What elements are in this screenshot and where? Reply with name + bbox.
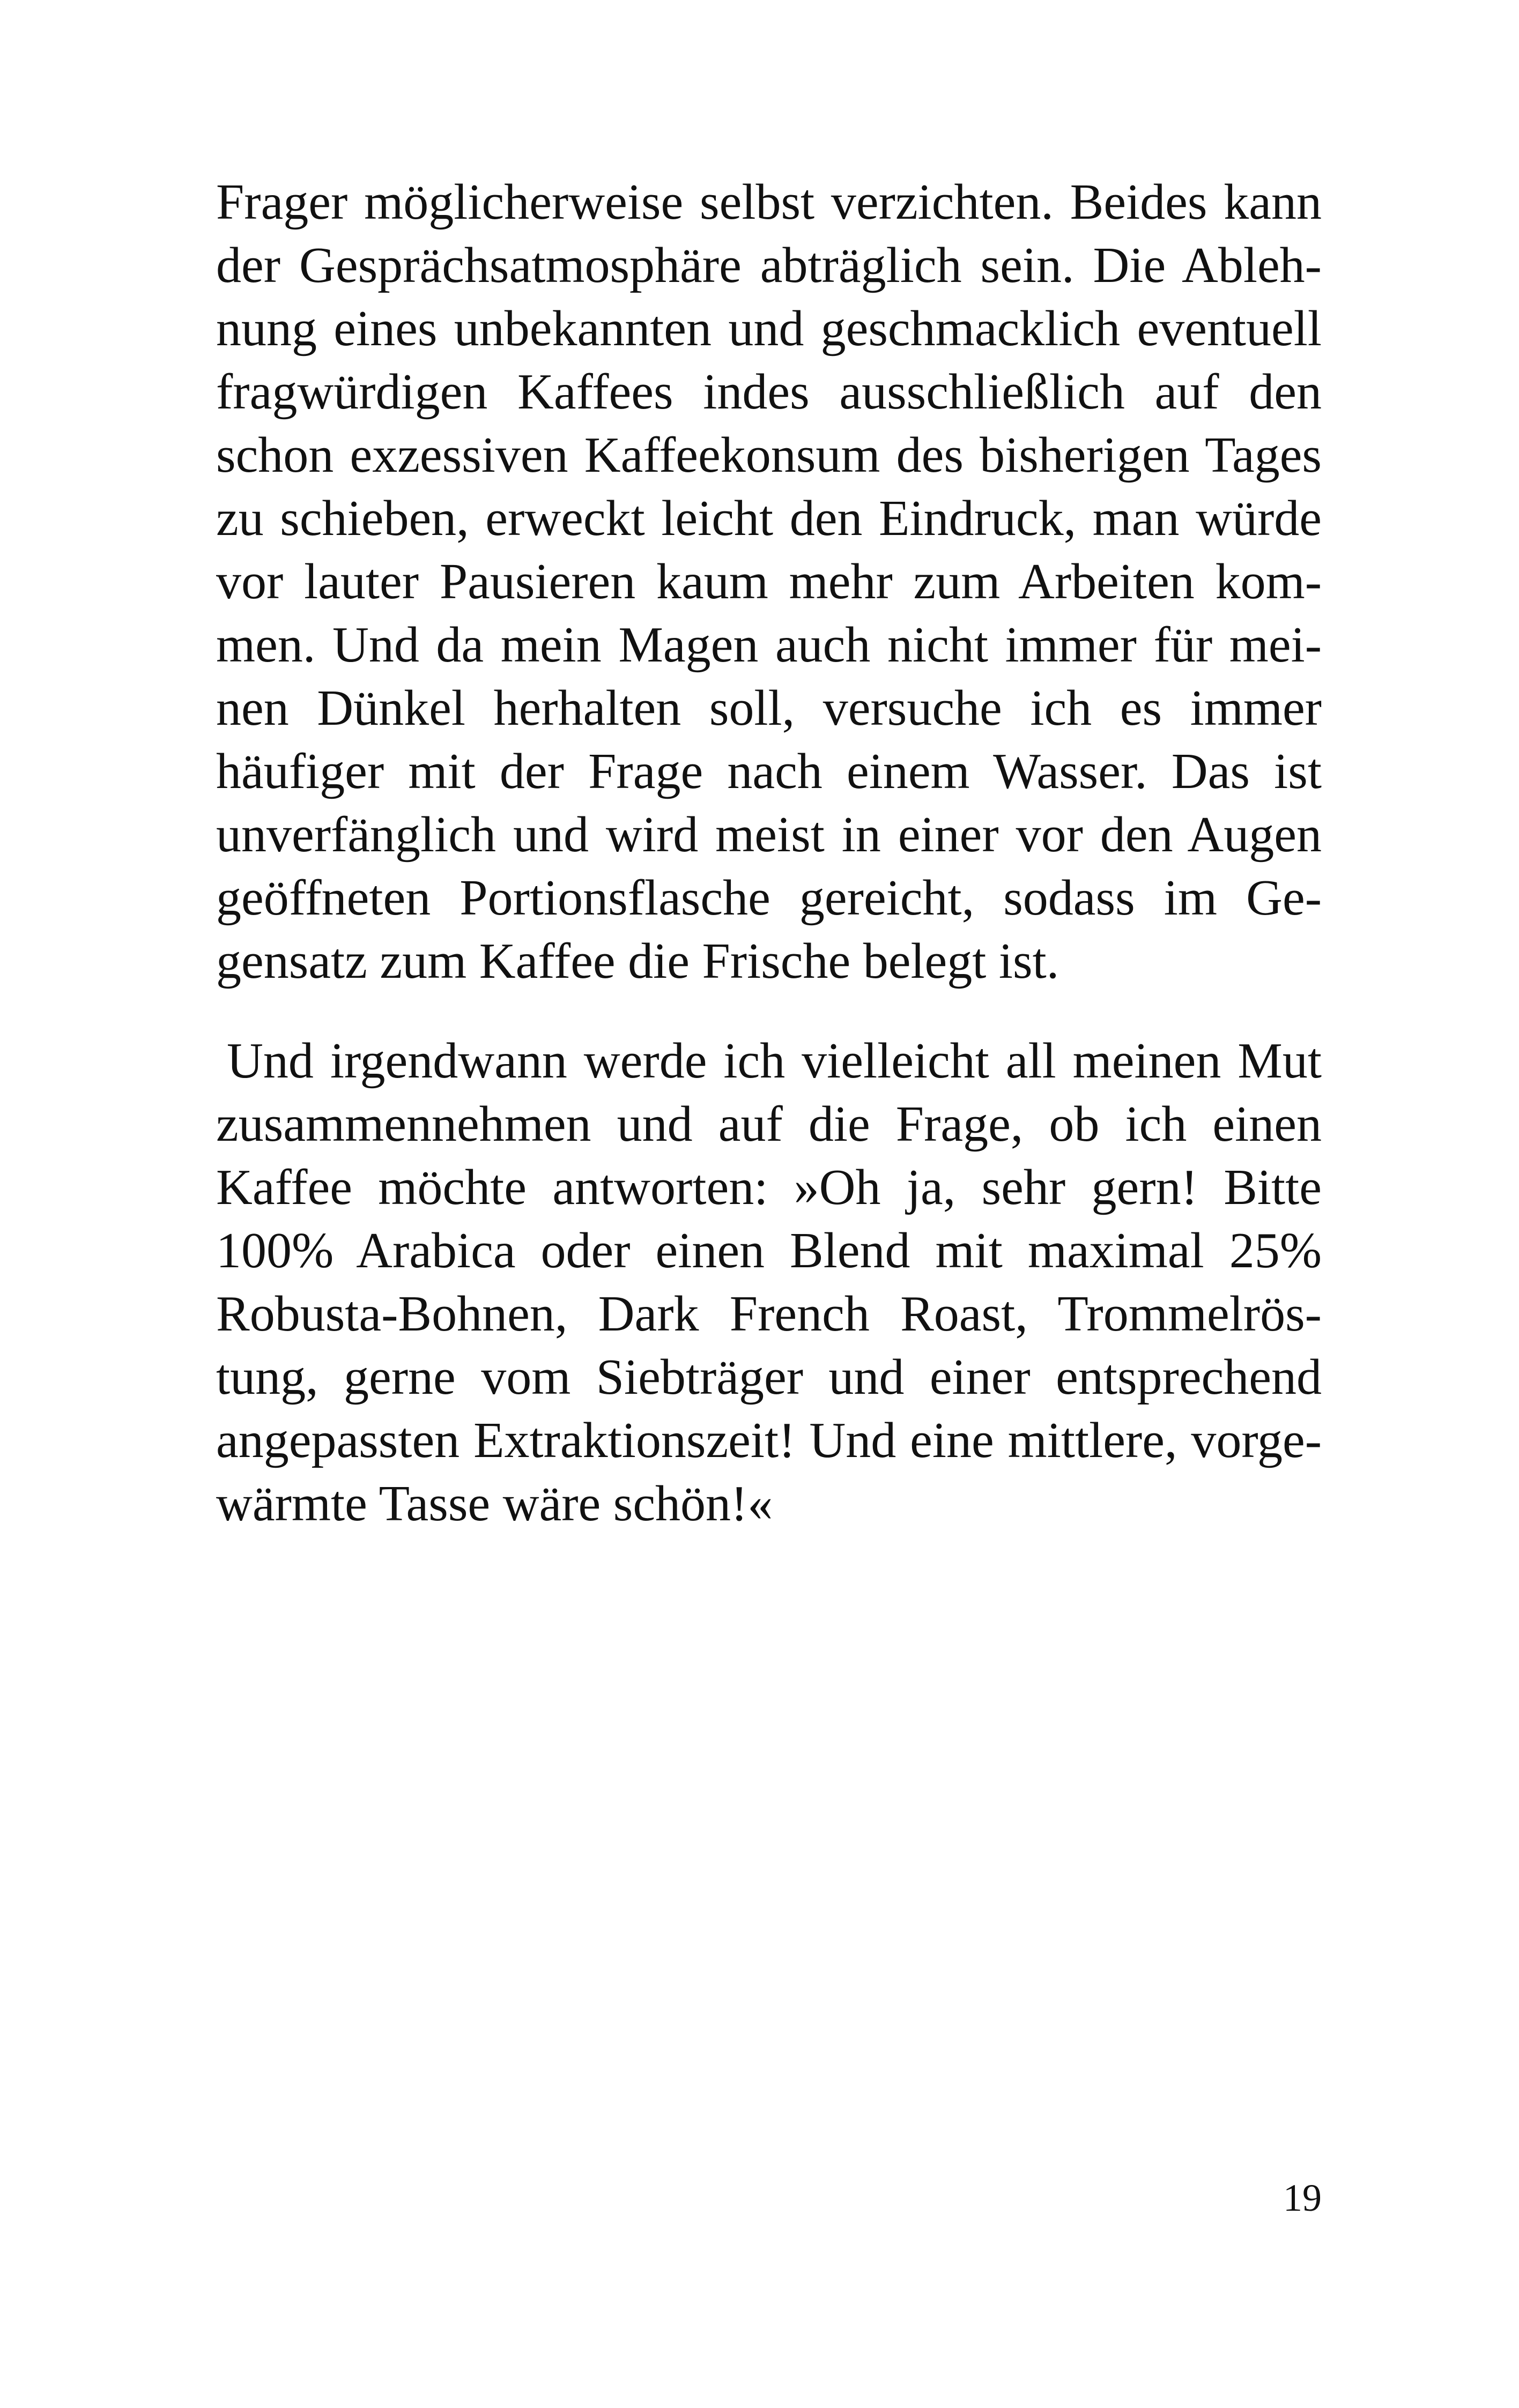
text-line: tung, gerne vom Siebträger und einer entsprechend <box>216 1349 1322 1405</box>
text-line: der Gesprächsatmosphäre abträglich sein. Die Ableh- <box>216 237 1322 293</box>
text-line: zu schieben, erweckt leicht den Eindruck, man würde <box>216 490 1322 546</box>
text-line: nen Dünkel herhalten soll, versuche ich es immer <box>216 680 1322 736</box>
text-line: Und irgendwann werde ich vielleicht all meinen Mut <box>227 1033 1322 1089</box>
text-line: angepassten Extraktionszeit! Und eine mittlere, vorge- <box>216 1413 1322 1468</box>
paragraph-1 <box>216 170 1322 993</box>
text-line: nung eines unbekannten und geschmacklich eventuell <box>216 301 1322 356</box>
text-line: vor lauter Pausieren kaum mehr zum Arbeiten kom- <box>216 554 1322 610</box>
text-line: wärmte Tasse wäre schön!« <box>216 1476 773 1532</box>
text-line: Kaffee möchte antworten: »Oh ja, sehr gern! Bitte <box>216 1160 1322 1215</box>
body-text <box>216 170 1322 1535</box>
page-number: 19 <box>1283 2176 1322 2219</box>
text-line: geöffneten Portionsflasche gereicht, sodass im Ge- <box>216 870 1322 926</box>
text-line: 100% Arabica oder einen Blend mit maximal 25% <box>216 1223 1322 1279</box>
text-line: gensatz zum Kaffee die Frische belegt ist. <box>216 933 1059 989</box>
text-line: häufiger mit der Frage nach einem Wasser. Das ist <box>216 744 1322 799</box>
text-line: men. Und da mein Magen auch nicht immer für mei- <box>216 617 1322 673</box>
paragraph-2 <box>216 1029 1322 1535</box>
text-line: zusammennehmen und auf die Frage, ob ich einen <box>216 1096 1322 1152</box>
text-line: schon exzessiven Kaffeekonsum des bisherigen Tages <box>216 427 1322 483</box>
text-line: Frager möglicherweise selbst verzichten. Beides kann <box>216 174 1322 230</box>
text-line: Robusta-Bohnen, Dark French Roast, Trommelrös- <box>216 1286 1322 1342</box>
text-line: unverfänglich und wird meist in einer vor den Augen <box>216 807 1322 863</box>
text-line: fragwürdigen Kaffees indes ausschließlich auf den <box>216 364 1322 420</box>
paragraph-gap <box>216 993 1322 1029</box>
